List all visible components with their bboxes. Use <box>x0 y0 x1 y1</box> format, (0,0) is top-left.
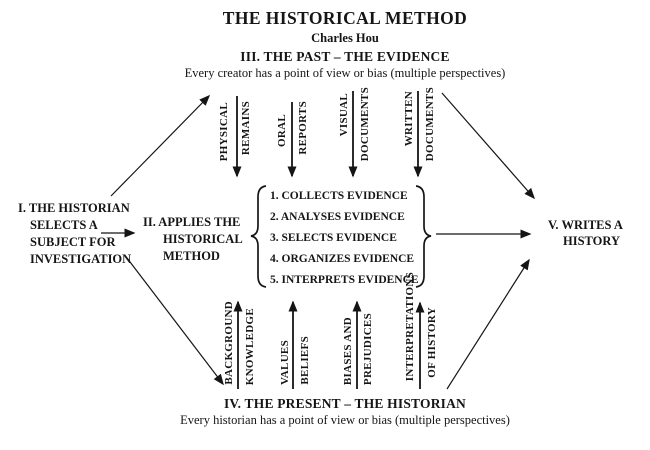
arrow-stage1-to-past <box>111 96 209 196</box>
label-knowledge: KNOWLEDGE <box>244 307 256 385</box>
stage1-line: INVESTIGATION <box>30 252 132 266</box>
stage5-writes-history <box>548 217 623 249</box>
label-visual: VISUAL <box>338 93 350 137</box>
present-note: Every historian has a point of view or bias (multiple perspectives) <box>180 413 510 427</box>
label-prejudices: PREJUDICES <box>362 312 374 385</box>
past-heading: III. THE PAST – THE EVIDENCE <box>240 49 450 64</box>
present-heading: IV. THE PRESENT – THE HISTORIAN <box>223 396 467 411</box>
arrow-past-to-stage5 <box>442 93 534 198</box>
stage5-line: V. WRITES A <box>548 218 623 232</box>
author-name: Charles Hou <box>311 31 379 45</box>
process-step: 4. ORGANIZES EVIDENCE <box>270 253 415 265</box>
label-of-history: OF HISTORY <box>426 307 438 378</box>
label-remains: REMAINS <box>240 101 252 156</box>
stage2-line: HISTORICAL <box>163 232 243 246</box>
arrow-present-to-stage5 <box>447 260 529 389</box>
stage2-line: METHOD <box>163 249 220 263</box>
process-step: 1. COLLECTS EVIDENCE <box>270 190 408 202</box>
label-reports: REPORTS <box>297 101 309 155</box>
stage2-line: II. APPLIES THE <box>143 215 241 229</box>
stage1-selects-subject <box>18 200 131 268</box>
arrow-stage1-to-present <box>127 258 223 384</box>
label-written: WRITTEN <box>403 91 415 147</box>
page-title: THE HISTORICAL METHOD <box>222 8 468 28</box>
label-beliefs: BELIEFS <box>299 336 311 385</box>
evidence-process-list <box>270 186 419 291</box>
label-visual-documents: DOCUMENTS <box>359 87 371 162</box>
stage2-applies-method <box>143 214 243 265</box>
label-oral: ORAL <box>276 114 288 147</box>
label-physical: PHYSICAL <box>218 102 230 162</box>
label-written-documents: DOCUMENTS <box>424 87 436 162</box>
label-interpretations: INTERPRETATIONS <box>404 271 416 381</box>
process-step: 5. INTERPRETS EVIDENCE <box>270 274 419 286</box>
stage1-line: SUBJECT FOR <box>30 235 116 249</box>
stage5-line: HISTORY <box>563 234 620 248</box>
process-step: 2. ANALYSES EVIDENCE <box>270 211 405 223</box>
label-background: BACKGROUND <box>223 301 235 385</box>
stage1-line: SELECTS A <box>30 218 98 232</box>
process-step: 3. SELECTS EVIDENCE <box>270 232 397 244</box>
left-brace <box>251 186 266 287</box>
label-values: VALUES <box>279 339 291 385</box>
label-biases-and: BIASES AND <box>342 316 354 385</box>
past-note: Every creator has a point of view or bias (multiple perspectives) <box>184 66 506 80</box>
stage1-line: I. THE HISTORIAN <box>18 201 130 215</box>
